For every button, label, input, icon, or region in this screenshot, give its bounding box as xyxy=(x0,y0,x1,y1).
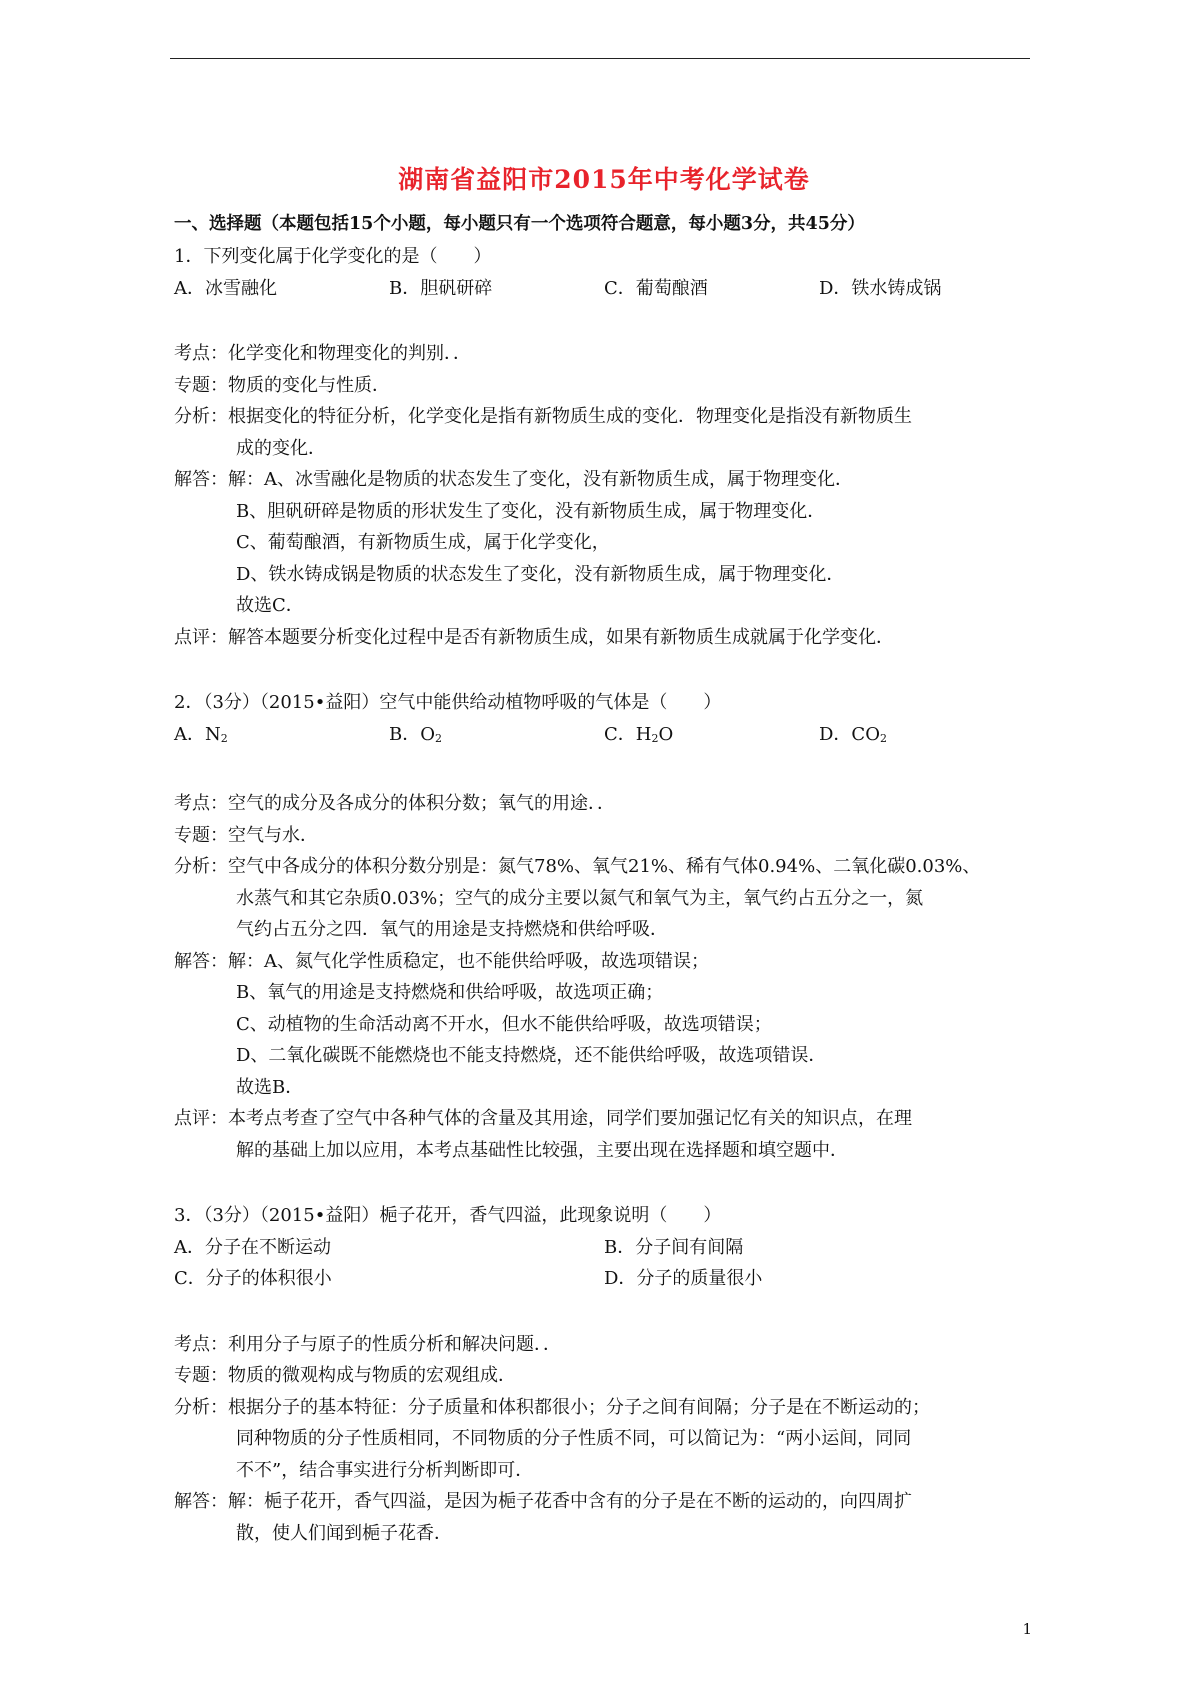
question-stem: 2．（3分）（2015•益阳）空气中能供给动植物呼吸的气体是（ ） xyxy=(174,692,722,713)
kaodian-text: 空气的成分及各成分的体积分数；氧气的用途．． xyxy=(228,793,615,814)
exam-page xyxy=(174,160,1034,1549)
jieda-text: B、胆矾研碎是物质的形状发生了变化，没有新物质生成，属于物理变化． xyxy=(236,500,826,522)
kaodian-row xyxy=(174,1329,1034,1361)
fenxi-text: 同种物质的分子性质相同，不同物质的分子性质不同，可以简记为：“两小运间，同同 xyxy=(236,1428,912,1449)
kaodian-text: 化学变化和物理变化的判别．． xyxy=(228,343,471,364)
fenxi-text: 不不”，结合事实进行分析判断即可． xyxy=(236,1459,534,1481)
option-a: A．$N_2$ xyxy=(174,723,228,745)
kaodian-label: 考点： xyxy=(174,1333,228,1355)
kaodian-row xyxy=(174,338,1034,370)
kaodian-label: 考点： xyxy=(174,793,228,814)
jieda-text: C、葡萄酿酒，有新物质生成，属于化学变化， xyxy=(236,532,610,553)
option-d: D．铁水铸成锅 xyxy=(819,277,942,299)
jieda-row xyxy=(174,1486,1034,1518)
dianping-row xyxy=(174,622,1034,654)
jieda-text: 解：梔子花开，香气四溢，是因为梔子花香中含有的分子是在不断的运动的，向四周扩 xyxy=(228,1491,912,1512)
question-2 xyxy=(174,687,1034,1166)
option-d: D．分子的质量很小 xyxy=(604,1268,763,1289)
jieda-label: 解答： xyxy=(174,950,228,972)
dianping-text: 本考点考查了空气中各种气体的含量及其用途，同学们要加强记忆有关的知识点，在理 xyxy=(228,1108,912,1129)
section-heading: 一、选择题（本题包括15个小题，每小题只有一个选项符合题意，每小题3分，共45分） xyxy=(174,214,865,234)
zhuanti-row xyxy=(174,820,1034,852)
fenxi-row xyxy=(174,851,1034,883)
question-stem: 3．（3分）（2015•益阳）梔子花开，香气四溢，此现象说明（ ） xyxy=(174,1205,722,1226)
option-b: B．$O_2$ xyxy=(389,723,442,745)
jieda-text: 故选C． xyxy=(236,595,304,616)
fenxi-text: 成的变化． xyxy=(236,437,326,459)
page-title: 湖南省益阳市2015年中考化学试卷 xyxy=(398,165,810,194)
fenxi-label: 分析： xyxy=(174,856,228,877)
jieda-text: C、动植物的生命活动离不开水，但水不能供给呼吸，故选项错误； xyxy=(236,1013,772,1035)
dianping-text: 解答本题要分析变化过程中是否有新物质生成，如果有新物质生成就属于化学变化． xyxy=(228,626,894,648)
fenxi-text: 根据分子的基本特征：分子质量和体积都很小；分子之间有间隔；分子是在不断运动的； xyxy=(228,1396,930,1418)
fenxi-text: 水蒸气和其它杂质0.03%；空气的成分主要以氮气和氧气为主，氧气约占五分之一，氮 xyxy=(236,887,924,909)
zhuanti-text: 空气与水． xyxy=(228,824,318,846)
jieda-row xyxy=(174,946,1034,978)
zhuanti-row xyxy=(174,1360,1034,1392)
fenxi-label: 分析： xyxy=(174,1396,228,1418)
fenxi-text: 气约占五分之四．氧气的用途是支持燃烧和供给呼吸． xyxy=(236,919,668,940)
option-c: C．分子的体积很小 xyxy=(174,1268,332,1289)
jieda-text: D、二氧化碳既不能燃烧也不能支持燃烧，还不能供给呼吸，故选项错误． xyxy=(236,1045,827,1066)
question-stem: 1．下列变化属于化学变化的是（ ） xyxy=(174,246,492,267)
option-a: A．冰雪融化 xyxy=(174,277,277,299)
option-c: C．葡萄酿酒 xyxy=(604,277,708,299)
jieda-row xyxy=(174,464,1034,496)
fenxi-text: 空气中各成分的体积分数分别是：氮气78%、氧气21%、稀有气体0.94%、二氧化碳0.03%、 xyxy=(228,856,981,877)
zhuanti-label: 专题： xyxy=(174,824,228,846)
header-rule xyxy=(170,58,1030,59)
option-d: D．$CO_2$ xyxy=(819,723,887,745)
kaodian-row xyxy=(174,788,1034,820)
kaodian-text: 利用分子与原子的性质分析和解决问题．． xyxy=(228,1333,561,1355)
zhuanti-label: 专题： xyxy=(174,374,228,396)
zhuanti-row xyxy=(174,370,1034,402)
zhuanti-text: 物质的变化与性质． xyxy=(228,374,390,396)
fenxi-row xyxy=(174,1392,1034,1424)
kaodian-label: 考点： xyxy=(174,343,228,364)
question-options xyxy=(174,1232,1034,1264)
page-number: 1 xyxy=(1022,1620,1032,1638)
fenxi-text: 根据变化的特征分析，化学变化是指有新物质生成的变化．物理变化是指没有新物质生 xyxy=(228,406,912,427)
jieda-text: 解：A、冰雪融化是物质的状态发生了变化，没有新物质生成，属于物理变化． xyxy=(228,469,853,490)
dianping-text: 解的基础上加以应用，本考点基础性比较强，主要出现在选择题和填空题中． xyxy=(236,1139,848,1161)
dianping-label: 点评： xyxy=(174,626,228,648)
jieda-text: 散，使人们闻到梔子花香． xyxy=(236,1522,452,1544)
option-c: C．$H_2O$ xyxy=(604,723,674,745)
fenxi-row xyxy=(174,401,1034,433)
jieda-label: 解答： xyxy=(174,1491,228,1512)
jieda-text: 故选B． xyxy=(236,1076,304,1098)
dianping-label: 点评： xyxy=(174,1108,228,1129)
jieda-text: B、氧气的用途是支持燃烧和供给呼吸，故选项正确； xyxy=(236,982,664,1003)
option-b: B．分子间有间隔 xyxy=(604,1236,744,1258)
zhuanti-text: 物质的微观构成与物质的宏观组成． xyxy=(228,1365,516,1386)
question-3 xyxy=(174,1200,1034,1549)
question-1 xyxy=(174,241,1034,653)
jieda-text: 解：A、氮气化学性质稳定，也不能供给呼吸，故选项错误； xyxy=(228,950,709,972)
dianping-row xyxy=(174,1103,1034,1135)
option-a: A．分子在不断运动 xyxy=(174,1236,331,1258)
question-options xyxy=(174,1263,1034,1295)
option-b: B．胆矾研碎 xyxy=(389,277,493,299)
question-options xyxy=(174,719,1034,755)
fenxi-label: 分析： xyxy=(174,406,228,427)
jieda-text: D、铁水铸成锅是物质的状态发生了变化，没有新物质生成，属于物理变化． xyxy=(236,563,845,585)
zhuanti-label: 专题： xyxy=(174,1365,228,1386)
question-options xyxy=(174,273,1034,305)
jieda-label: 解答： xyxy=(174,469,228,490)
